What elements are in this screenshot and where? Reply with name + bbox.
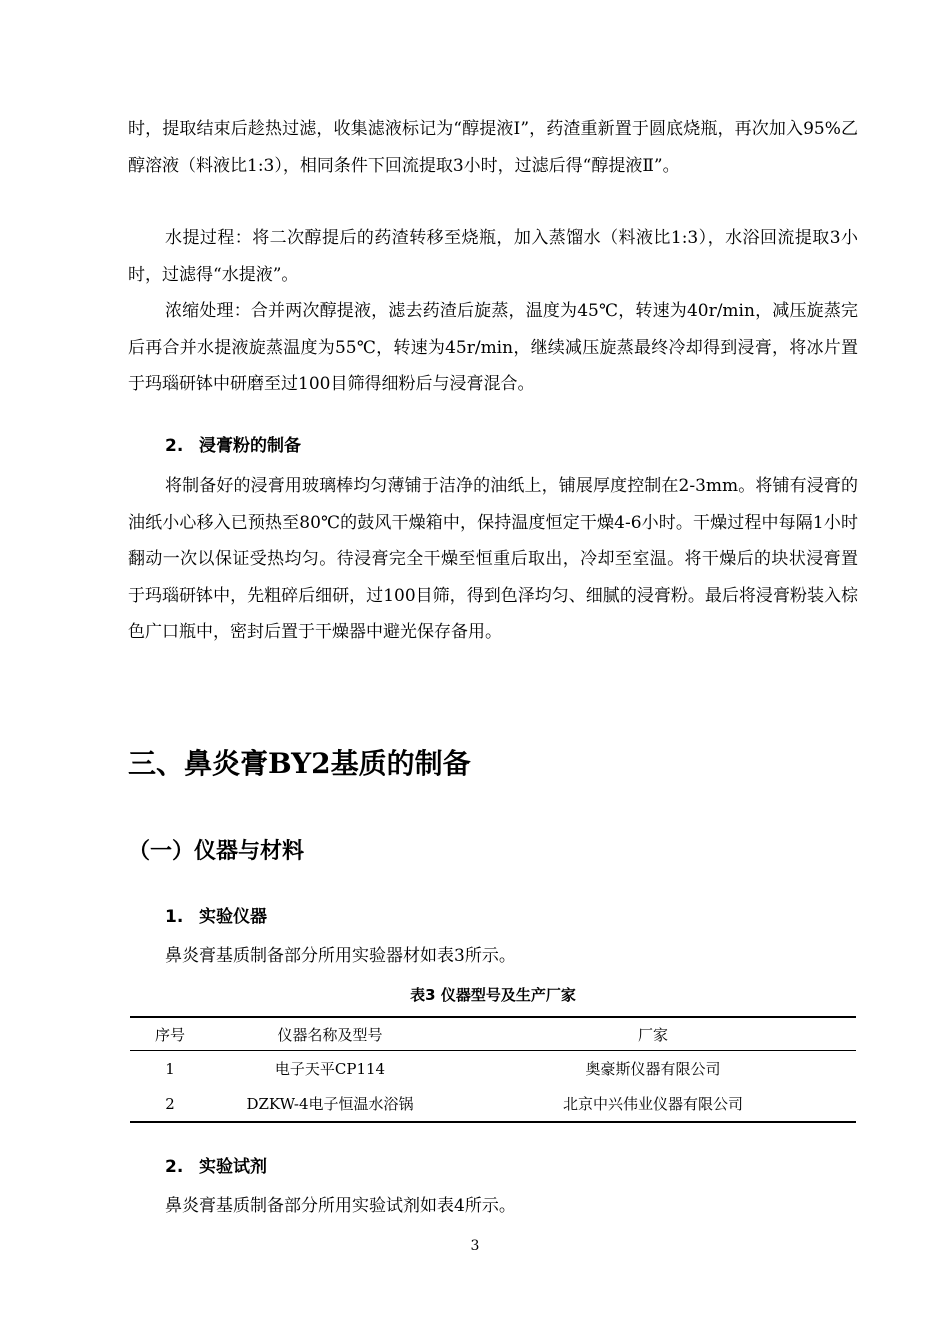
- heading-number: 1.: [165, 907, 184, 927]
- heading-instruments: [165, 902, 267, 927]
- cell-manufacturer: 奥豪斯仪器有限公司: [585, 1060, 721, 1078]
- heading-text: 实验试剂: [199, 1157, 267, 1177]
- paragraph-reagents-intro: 鼻炎膏基质制备部分所用实验试剂如表4所示。: [165, 1196, 516, 1216]
- paragraph-instruments-intro: 鼻炎膏基质制备部分所用实验器材如表3所示。: [165, 946, 516, 966]
- table-row: [130, 1086, 856, 1122]
- table-caption: 表3 仪器型号及生产厂家: [410, 986, 576, 1004]
- paragraph-concentration: 浓缩处理：合并两次醇提液，滤去药渣后旋蒸，温度为45℃，转速为40r/min，减压旋蒸完后再合并水提液旋蒸温度为55℃，转速为45r/min，继续减压旋蒸最终冷却得到浸膏，将冰片置于玛瑙研钵中研磨至过100目筛得细粉后与浸膏混合。: [128, 301, 858, 394]
- table-header-row: [130, 1017, 856, 1051]
- instrument-table: [130, 1016, 856, 1123]
- cell-index: 1: [165, 1059, 175, 1078]
- subsection-title: （一）仪器与材料: [128, 839, 305, 864]
- heading-extract-powder: [165, 431, 301, 456]
- paragraph-ethanol-extraction: 时，提取结束后趁热过滤，收集滤液标记为“醇提液Ⅰ”，药渣重新置于圆底烧瓶，再次加入95%乙醇溶液（料液比1:3），相同条件下回流提取3小时，过滤后得“醇提液Ⅱ”。: [128, 119, 858, 176]
- heading-text: 实验仪器: [199, 907, 267, 927]
- cell-manufacturer: 北京中兴伟业仪器有限公司: [450, 1086, 856, 1122]
- header-manufacturer: 厂家: [450, 1017, 856, 1051]
- paragraph-water-extraction: 水提过程：将二次醇提后的药渣转移至烧瓶，加入蒸馏水（料液比1:3），水浴回流提取3小时，过滤得“水提液”。: [128, 228, 858, 285]
- table-row: [130, 1051, 856, 1087]
- paragraph-powder-preparation: 将制备好的浸膏用玻璃棒均匀薄铺于洁净的油纸上，铺展厚度控制在2-3mm。将铺有浸膏的油纸小心移入已预热至80℃的鼓风干燥箱中，保持温度恒定干燥4-6小时。干燥过程中每隔1小时翻动一次以保证受热均匀。待浸膏完全干燥至恒重后取出，冷却至室温。将干燥后的块状浸膏置于玛瑙研钵中，先粗碎后细研，过100目筛，得到色泽均匀、细腻的浸膏粉。最后将浸膏粉装入棕色广口瓶中，密封后置于干燥器中避光保存备用。: [128, 476, 858, 642]
- heading-number: 2.: [165, 1157, 184, 1177]
- cell-index: 2: [130, 1086, 210, 1122]
- heading-number: 2.: [165, 436, 184, 456]
- heading-reagents: [165, 1152, 267, 1177]
- header-index: 序号: [130, 1017, 210, 1051]
- page-number: 3: [470, 1238, 480, 1254]
- cell-instrument: 电子天平CP114: [274, 1060, 386, 1078]
- heading-text: 浸膏粉的制备: [199, 436, 301, 456]
- section-title: 三、鼻炎膏BY2基质的制备: [128, 747, 471, 780]
- header-instrument: 仪器名称及型号: [210, 1017, 450, 1051]
- cell-instrument: DZKW-4电子恒温水浴锅: [210, 1086, 450, 1122]
